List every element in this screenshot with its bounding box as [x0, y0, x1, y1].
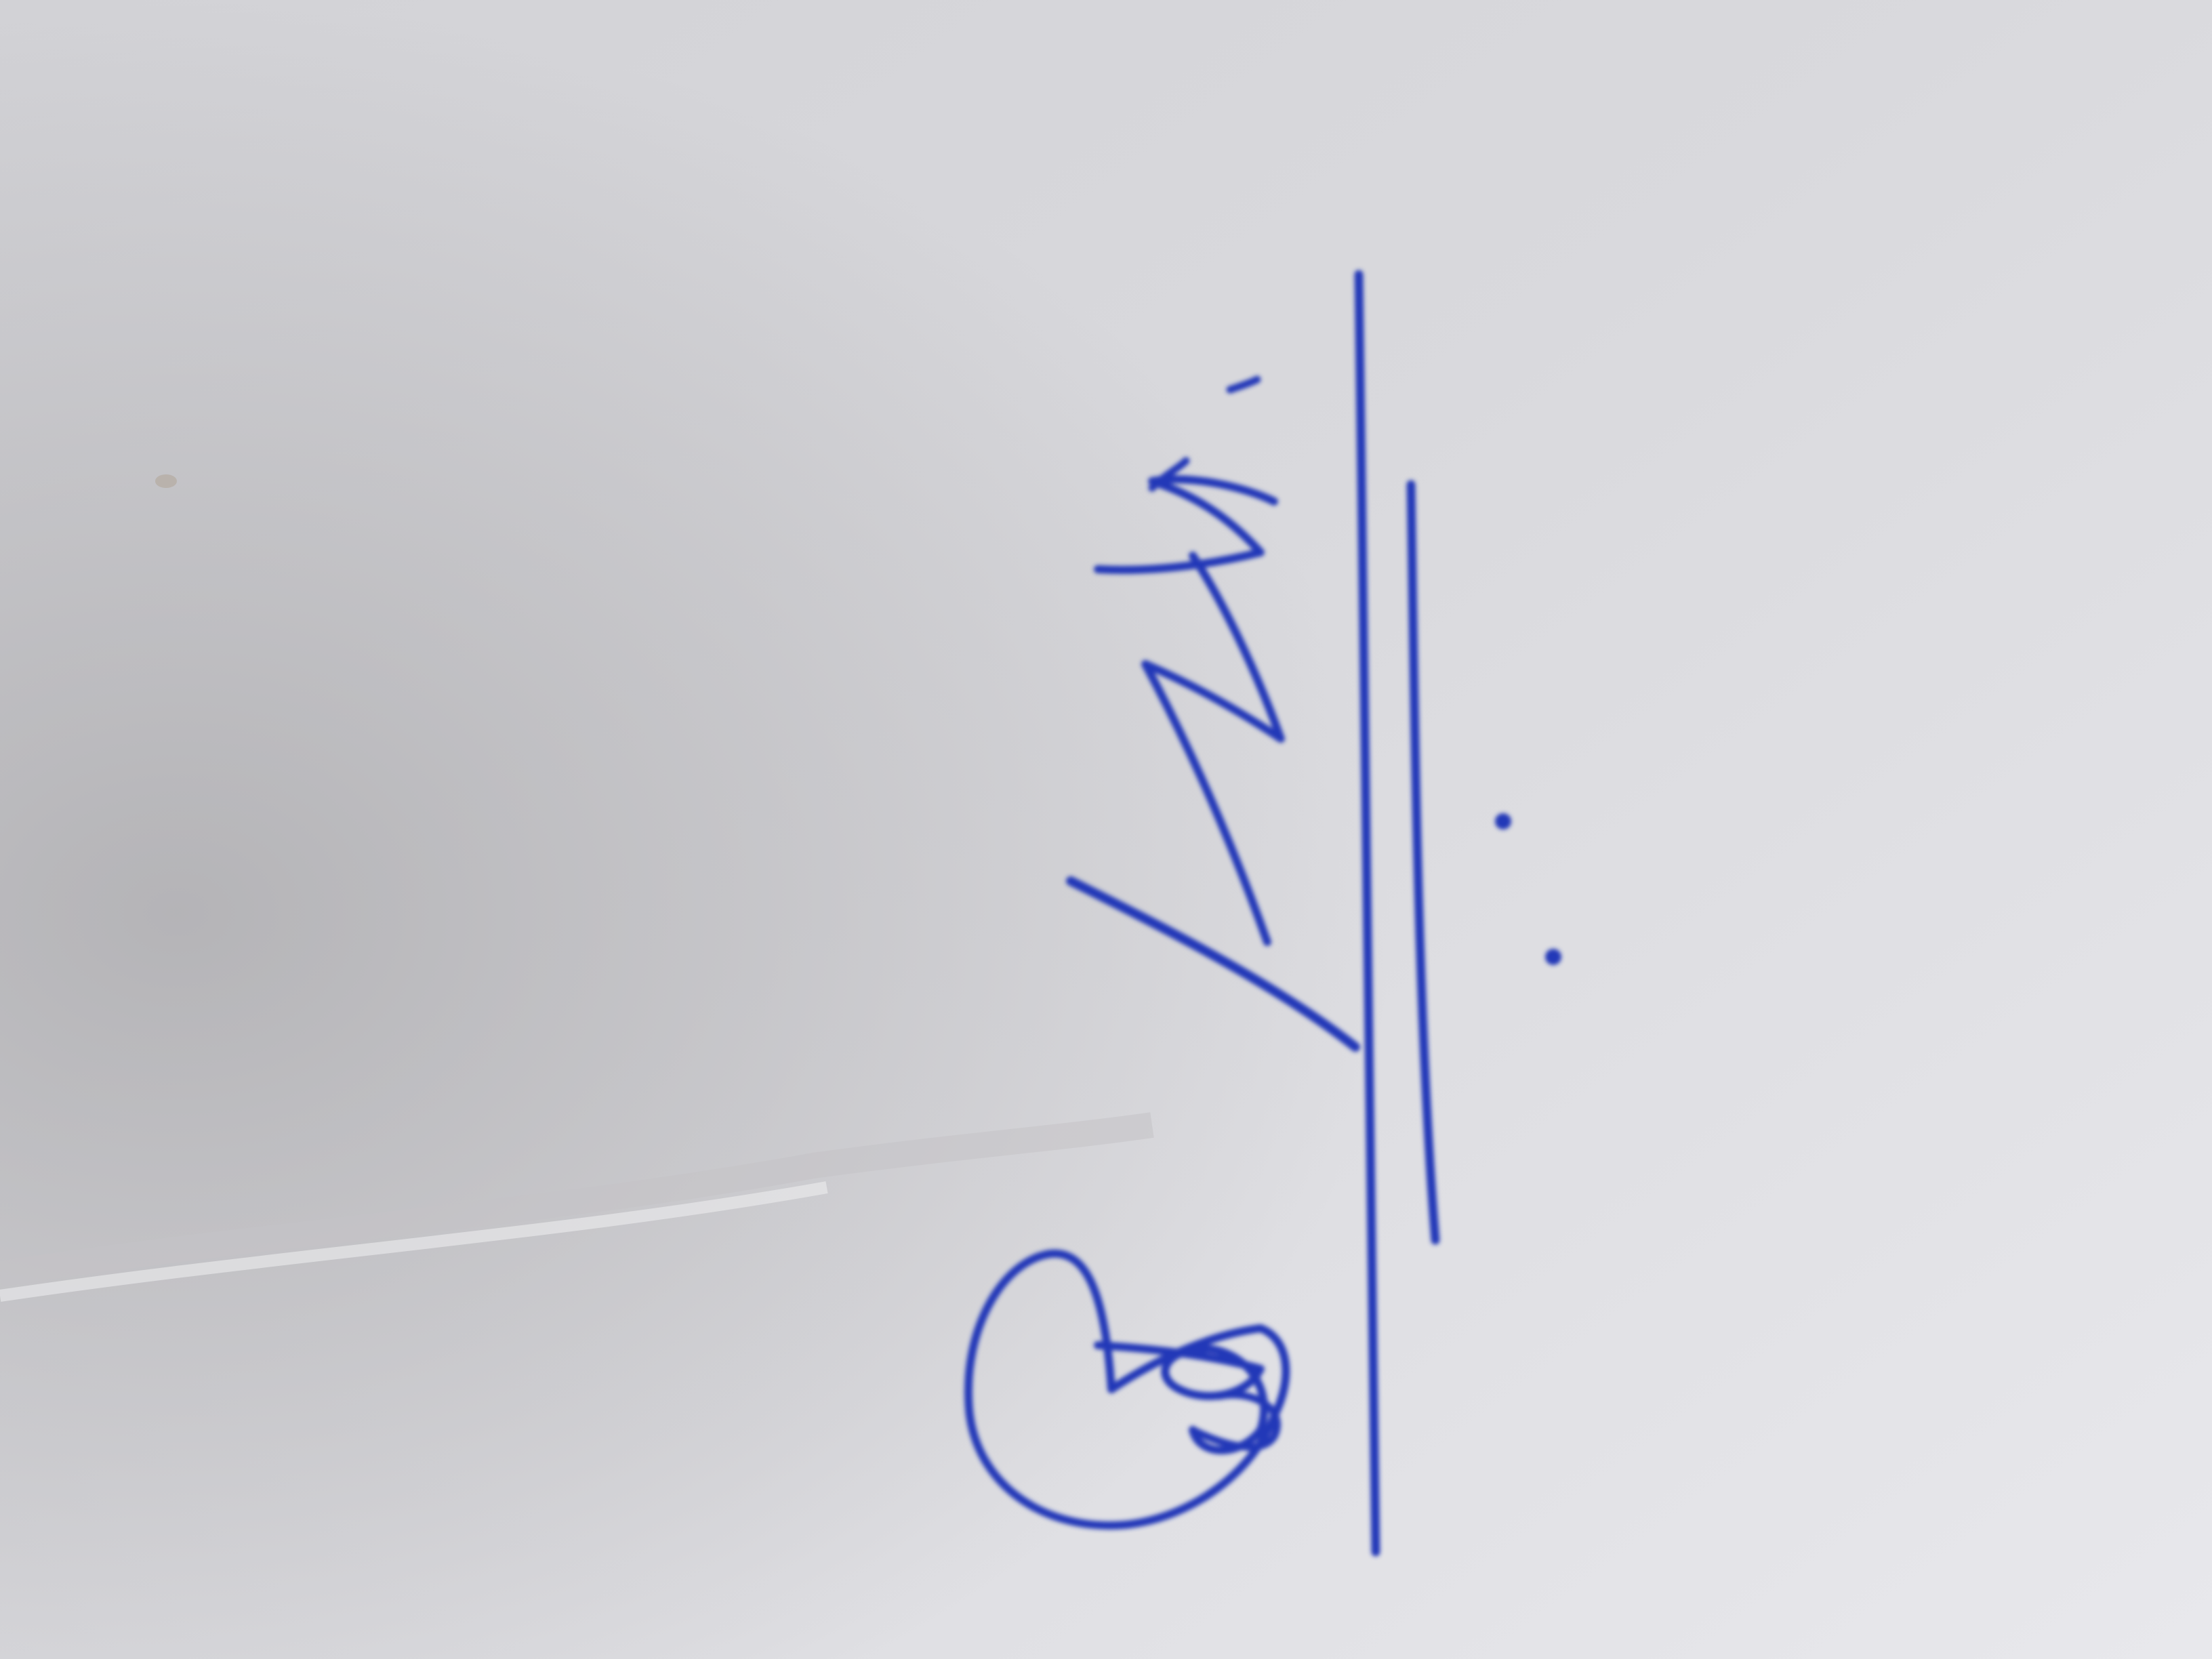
paper-stain — [155, 474, 177, 488]
signature-colon-dot-2 — [1545, 949, 1561, 965]
signature-colon-dot-1 — [1495, 813, 1511, 830]
